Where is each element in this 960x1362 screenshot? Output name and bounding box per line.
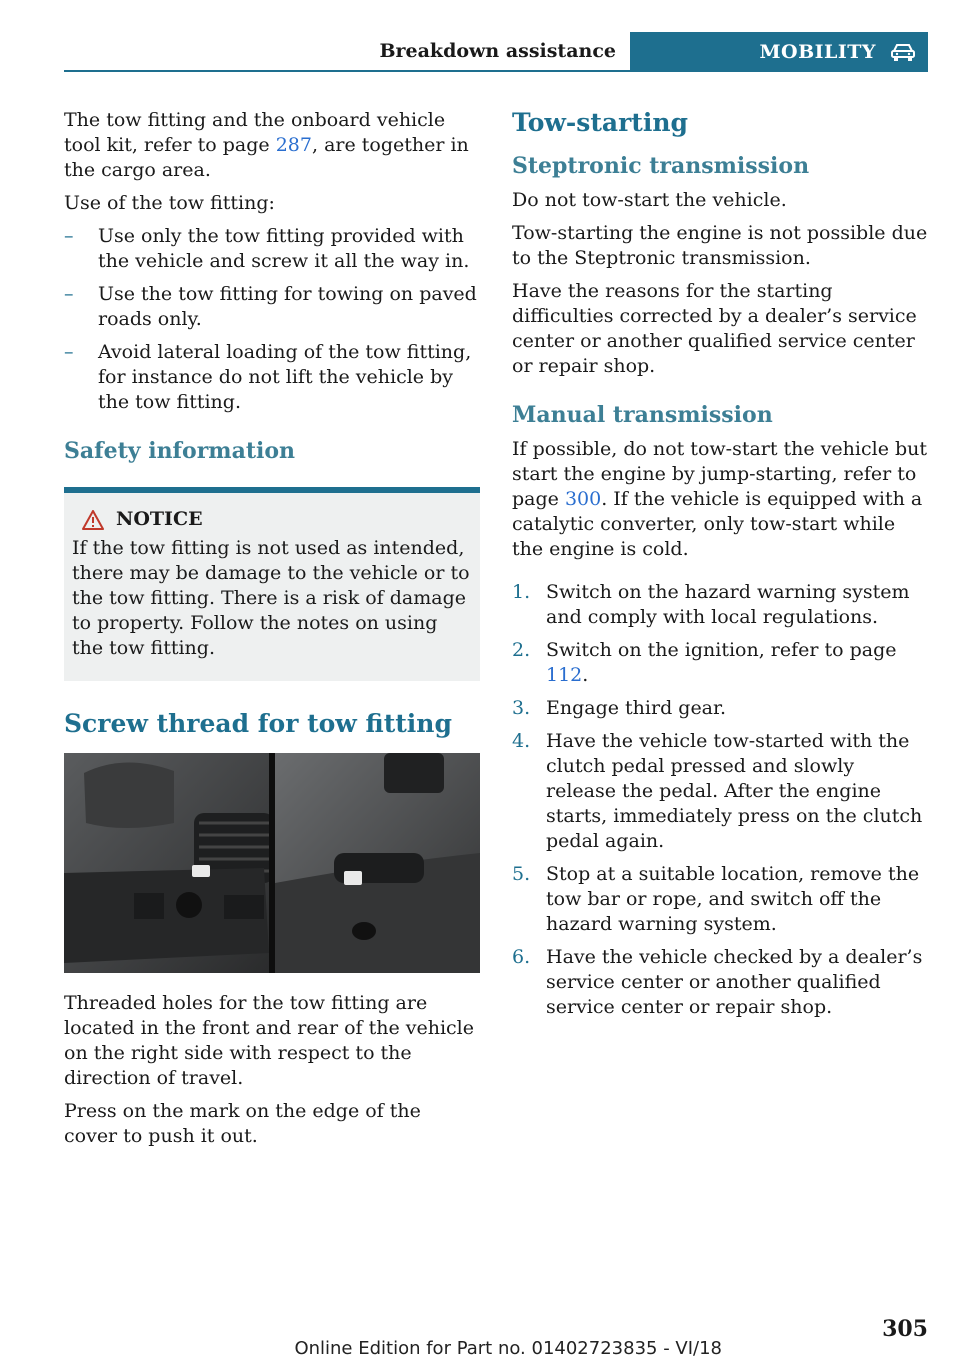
list-item: 3. Engage third gear.: [512, 697, 727, 719]
list-item: 1. Switch on the hazard warning system and comply with local regulations.: [512, 581, 910, 628]
use-heading: Use of the tow fitting:: [64, 192, 275, 214]
page-link-287[interactable]: 287: [275, 134, 312, 156]
section-title: Breakdown assistance: [379, 40, 616, 62]
dash-bullet: –: [64, 341, 74, 363]
car-icon: [890, 42, 916, 62]
step-number: 3.: [512, 697, 531, 719]
screw-thread-heading: Screw thread for tow fitting: [64, 709, 452, 738]
list-item: 2. Switch on the ignition, refer to page 112.: [512, 639, 897, 686]
step-number: 6.: [512, 946, 531, 968]
list-item: 6. Have the vehicle checked by a dealer’s service center or another qualified service center or repair shop.: [512, 946, 923, 1018]
manual-heading: Manual transmission: [512, 402, 773, 428]
manual-steps: [512, 580, 928, 1020]
right-column: [512, 108, 928, 1028]
edition-text: Online Edition for Part no. 01402723835 - VI/18: [294, 1338, 722, 1359]
page-footer: [0, 1316, 960, 1362]
tow-starting-heading: Tow-starting: [512, 108, 689, 137]
notice-label: NOTICE: [116, 508, 203, 530]
steptronic-paragraph-1: Do not tow-start the vehicle.: [512, 189, 787, 211]
notice-box: [64, 487, 480, 681]
notice-title: [72, 507, 472, 532]
steptronic-paragraph-3: Have the reasons for the starting difficulties corrected by a dealer’s service center or another qualified service center or repair shop.: [512, 280, 917, 377]
page-header: [64, 32, 928, 72]
dash-bullet: –: [64, 225, 74, 247]
safety-heading: Safety information: [64, 438, 296, 464]
list-item: – Use the tow fitting for towing on paved roads only.: [64, 283, 477, 330]
manual-intro: If possible, do not tow-start the vehicle but start the engine by jump-starting, refer to page 300. If the vehicle is equipped with a catalytic converter, only tow-start while the engine is cold.: [512, 438, 928, 560]
notice-text: If the tow fitting is not used as intended, there may be damage to the vehicle or to the tow fitting. There is a risk of damage to property. Follow the notes on using the tow fitting.: [72, 537, 470, 659]
screw-paragraph-2: Press on the mark on the edge of the cover to push it out.: [64, 1100, 421, 1147]
tow-fitting-photo: [64, 753, 480, 973]
left-column: [64, 108, 480, 1157]
chapter-tab[interactable]: [630, 32, 928, 72]
intro-paragraph: The tow fitting and the onboard vehicle tool kit, refer to page 287, are together in the cargo area.: [64, 109, 469, 181]
step-number: 4.: [512, 730, 531, 752]
page-link-112[interactable]: 112: [546, 664, 583, 686]
warning-icon: [82, 510, 104, 530]
screw-paragraph-1: Threaded holes for the tow fitting are located in the front and rear of the vehicle on the right side with respect to the direction of travel.: [64, 992, 475, 1089]
use-list: [64, 224, 480, 415]
chapter-title: MOBILITY: [759, 41, 876, 63]
step-number: 1.: [512, 581, 531, 603]
list-item: 4. Have the vehicle tow-started with the clutch pedal pressed and slowly release the pedal. After the engine starts, immediately press on the clutch pedal again.: [512, 730, 923, 852]
list-item: 5. Stop at a suitable location, remove the tow bar or rope, and switch off the hazard warning system.: [512, 863, 920, 935]
steptronic-paragraph-2: Tow-starting the engine is not possible due to the Steptronic transmission.: [512, 222, 928, 269]
list-item: – Avoid lateral loading of the tow fitting, for instance do not lift the vehicle by the tow fitting.: [64, 341, 472, 413]
step-number: 2.: [512, 639, 531, 661]
steptronic-heading: Steptronic transmission: [512, 153, 810, 179]
list-item: – Use only the tow fitting provided with the vehicle and screw it all the way in.: [64, 225, 470, 272]
header-rule: [64, 70, 928, 72]
page-link-300[interactable]: 300: [564, 488, 602, 510]
step-number: 5.: [512, 863, 531, 885]
page-number: 305: [882, 1316, 928, 1342]
dash-bullet: –: [64, 283, 74, 305]
